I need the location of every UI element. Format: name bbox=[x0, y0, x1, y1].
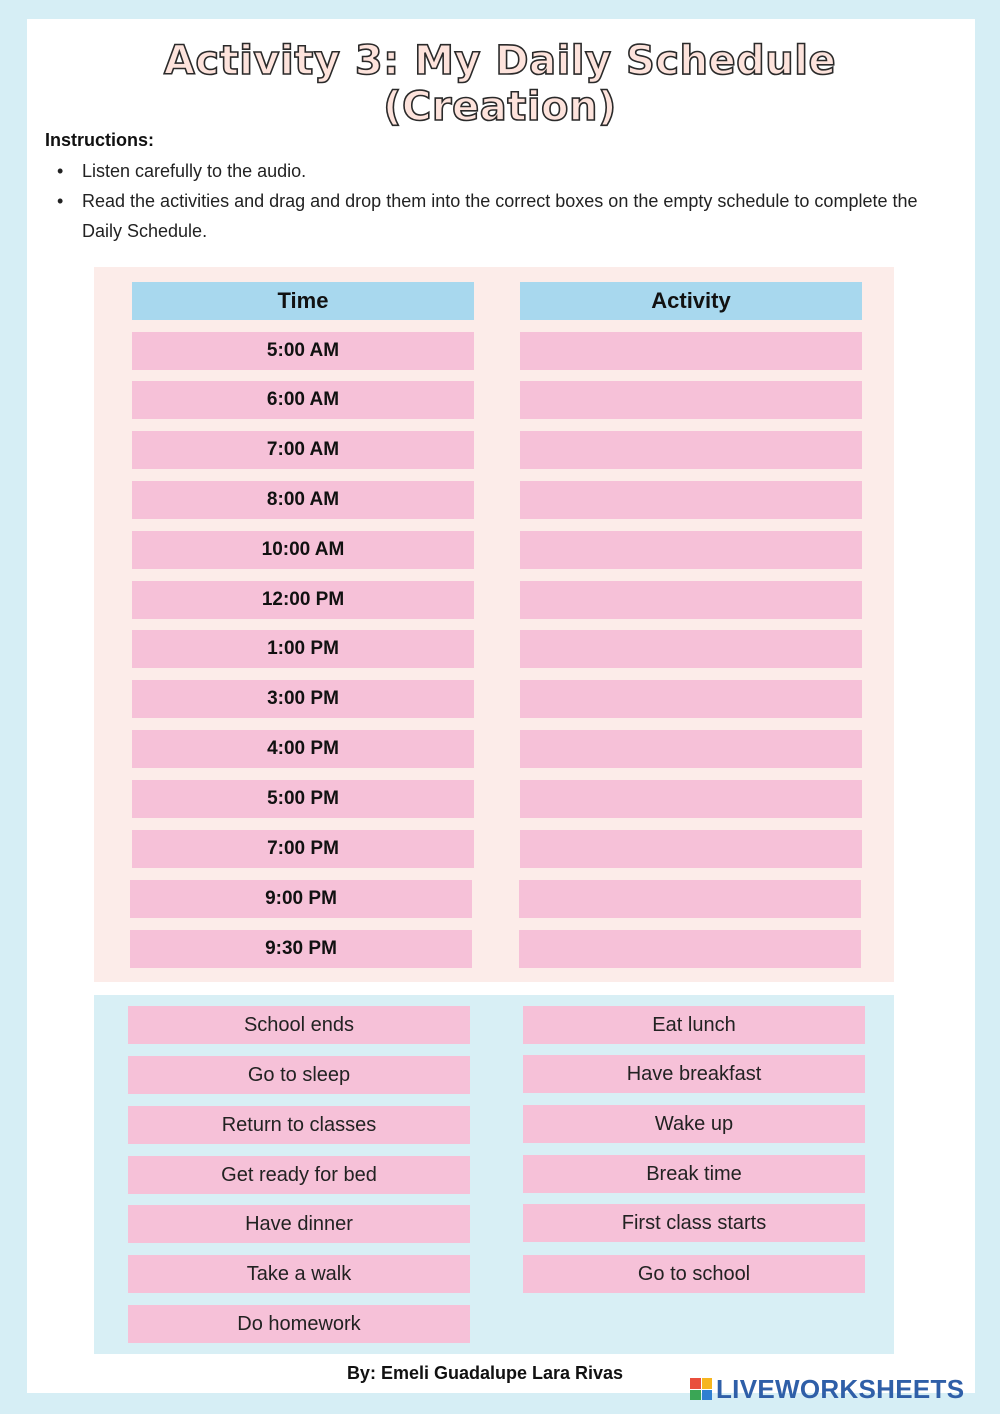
logo-square bbox=[702, 1378, 713, 1389]
time-cell: 10:00 AM bbox=[132, 531, 474, 569]
time-cell: 5:00 AM bbox=[132, 332, 474, 370]
instructions-heading: Instructions: bbox=[45, 130, 155, 150]
activity-drop-box[interactable] bbox=[520, 830, 862, 868]
logo-square bbox=[702, 1390, 713, 1401]
time-cell: 3:00 PM bbox=[132, 680, 474, 718]
time-cell: 6:00 AM bbox=[132, 381, 474, 419]
instruction-text: Read the activities and drag and drop them into the correct boxes on the empty schedule to complete the Daily Schedule. bbox=[82, 191, 918, 241]
draggable-activity-card[interactable]: Eat lunch bbox=[523, 1006, 865, 1044]
activity-drop-box[interactable] bbox=[519, 930, 861, 968]
activity-drop-box[interactable] bbox=[520, 531, 862, 569]
draggable-activity-card[interactable]: Get ready for bed bbox=[128, 1156, 470, 1194]
bullet-icon: • bbox=[57, 161, 64, 181]
activity-drop-box[interactable] bbox=[520, 730, 862, 768]
activity-drop-box[interactable] bbox=[520, 481, 862, 519]
instruction-item bbox=[45, 186, 955, 246]
activity-drop-box[interactable] bbox=[520, 581, 862, 619]
page-title bbox=[0, 38, 1000, 130]
time-cell: 9:00 PM bbox=[130, 880, 472, 918]
activity-drop-box[interactable] bbox=[520, 431, 862, 469]
author-byline: By: Emeli Guadalupe Lara Rivas bbox=[346, 1363, 624, 1383]
draggable-activity-card[interactable]: Do homework bbox=[128, 1305, 470, 1343]
time-cell: 12:00 PM bbox=[132, 581, 474, 619]
activity-drop-box[interactable] bbox=[520, 381, 862, 419]
logo-square bbox=[690, 1378, 701, 1389]
time-cell: 9:30 PM bbox=[130, 930, 472, 968]
activity-drop-box[interactable] bbox=[520, 630, 862, 668]
time-cell: 4:00 PM bbox=[132, 730, 474, 768]
activity-drop-box[interactable] bbox=[519, 880, 861, 918]
draggable-activity-card[interactable]: Return to classes bbox=[128, 1106, 470, 1144]
draggable-activity-card[interactable]: Go to sleep bbox=[128, 1056, 470, 1094]
title-line-2: (Creation) bbox=[383, 84, 617, 130]
activity-column-header: Activity bbox=[520, 282, 862, 320]
draggable-activity-card[interactable]: First class starts bbox=[523, 1204, 865, 1242]
schedule-panel bbox=[94, 267, 894, 982]
bullet-icon: • bbox=[57, 191, 64, 211]
logo-square bbox=[690, 1390, 701, 1401]
instruction-text: Listen carefully to the audio. bbox=[82, 161, 307, 181]
draggable-activity-card[interactable]: Have dinner bbox=[128, 1205, 470, 1243]
draggable-activity-card[interactable]: Take a walk bbox=[128, 1255, 470, 1293]
liveworksheets-logo-icon bbox=[690, 1378, 712, 1400]
draggable-activity-card[interactable]: Wake up bbox=[523, 1105, 865, 1143]
instructions-list bbox=[45, 156, 955, 246]
draggable-activity-card[interactable]: Break time bbox=[523, 1155, 865, 1193]
brand-name: LIVEWORKSHEETS bbox=[716, 1373, 965, 1404]
liveworksheets-brand[interactable] bbox=[690, 1374, 964, 1404]
draggable-activity-card[interactable]: Have breakfast bbox=[523, 1055, 865, 1093]
time-cell: 7:00 PM bbox=[132, 830, 474, 868]
activity-drop-box[interactable] bbox=[520, 332, 862, 370]
activity-drop-box[interactable] bbox=[520, 780, 862, 818]
time-cell: 5:00 PM bbox=[132, 780, 474, 818]
instruction-item bbox=[45, 156, 955, 186]
time-cell: 7:00 AM bbox=[132, 431, 474, 469]
draggable-activity-card[interactable]: School ends bbox=[128, 1006, 470, 1044]
time-cell: 1:00 PM bbox=[132, 630, 474, 668]
draggable-activity-card[interactable]: Go to school bbox=[523, 1255, 865, 1293]
time-cell: 8:00 AM bbox=[132, 481, 474, 519]
activity-drop-box[interactable] bbox=[520, 680, 862, 718]
time-column-header: Time bbox=[132, 282, 474, 320]
title-line-1: Activity 3: My Daily Schedule bbox=[163, 38, 837, 84]
